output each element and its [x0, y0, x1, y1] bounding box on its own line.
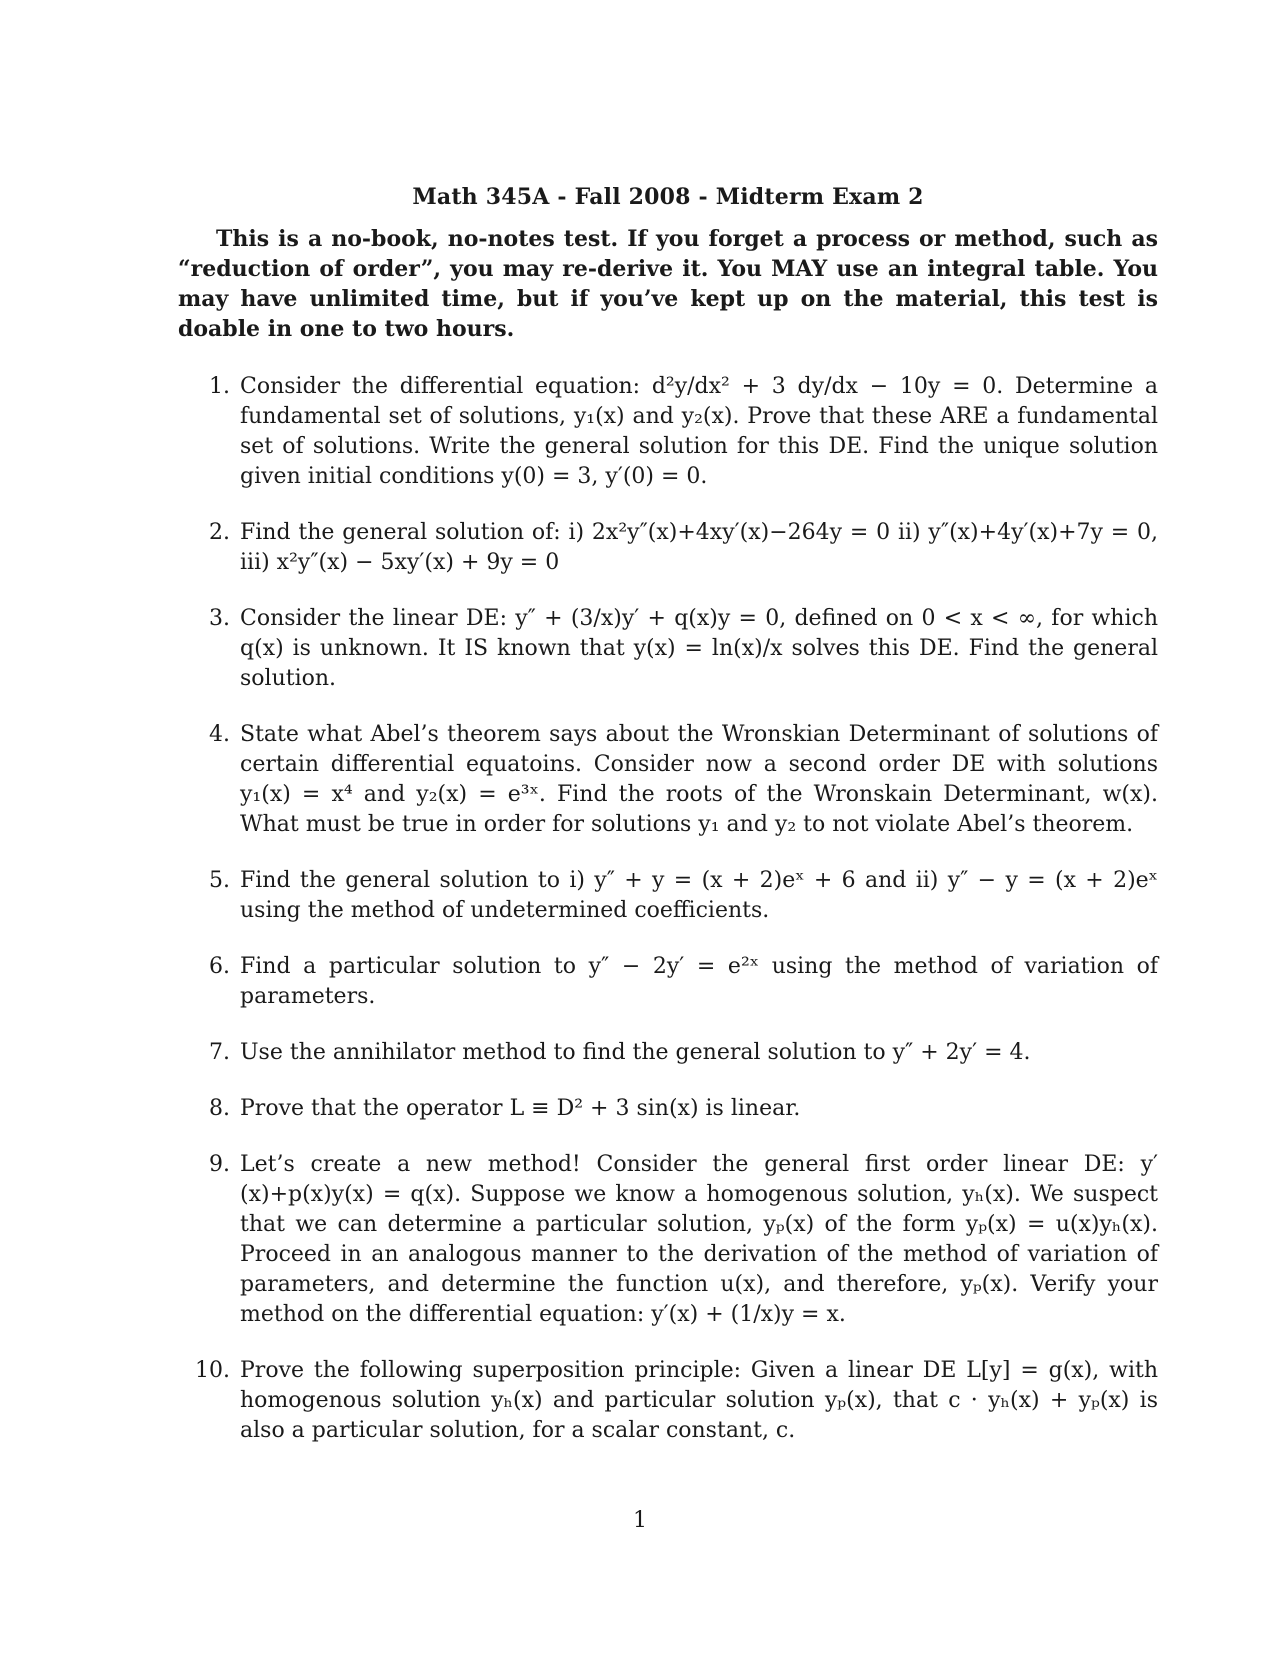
exam-page [178, 184, 1158, 1472]
problem-item [178, 720, 1158, 840]
problem-item [178, 866, 1158, 926]
problem-number: 2. [209, 520, 230, 545]
exam-title: Math 345A - Fall 2008 - Midterm Exam 2 [412, 184, 924, 210]
problem-item [178, 518, 1158, 578]
problem-text: Consider the differential equation: d²y/dx² + 3 dy/dx − 10y = 0. Determine a fundamental set of solutions, y₁(x) and y₂(x). Prove that these ARE a fundamental set of solutions. Write the general solution for this DE. Find the unique solution given initial conditions y(0) = 3, y′(0) = 0. [240, 374, 1158, 489]
problem-item [178, 952, 1158, 1012]
problem-number: 4. [209, 722, 230, 747]
problem-text: Consider the linear DE: y″ + (3/x)y′ + q(x)y = 0, defined on 0 < x < ∞, for which q(x) is unknown. It IS known that y(x) = ln(x)/x solves this DE. Find the general solution. [240, 606, 1158, 691]
problem-text: Prove that the operator L ≡ D² + 3 sin(x) is linear. [240, 1096, 801, 1121]
problem-item [178, 604, 1158, 694]
problem-item [178, 1038, 1158, 1068]
problem-item [178, 1356, 1158, 1446]
problem-text: Find the general solution to i) y″ + y = (x + 2)eˣ + 6 and ii) y″ − y = (x + 2)eˣ using the method of undetermined coefficients. [240, 868, 1158, 923]
problem-number: 5. [209, 868, 230, 893]
problem-number: 6. [209, 954, 230, 979]
problem-number: 9. [209, 1152, 230, 1177]
problem-text: Let’s create a new method! Consider the general first order linear DE: y′(x)+p(x)y(x) = q(x). Suppose we know a homogenous solution, yₕ(x). We suspect that we can determine a particular solution, yₚ(x) of the form yₚ(x) = u(x)yₕ(x). Proceed in an analogous manner to the derivation of the method of variation of parameters, and determine the function u(x), and therefore, yₚ(x). Verify your method on the differential equation: y′(x) + (1/x)y = x. [240, 1152, 1158, 1327]
problem-text: Find the general solution of: i) 2x²y″(x)+4xy′(x)−264y = 0 ii) y″(x)+4y′(x)+7y = 0, iii) x²y″(x) − 5xy′(x) + 9y = 0 [240, 520, 1158, 575]
exam-instructions: This is a no-book, no-notes test. If you forget a process or method, such as “reduction of order”, you may re-derive it. You MAY use an integral table. You may have unlimited time, but if you’ve kept up on the material, this test is doable in one to two hours. [178, 226, 1158, 342]
problem-text: State what Abel’s theorem says about the Wronskian Determinant of solutions of certain differential equatoins. Consider now a second order DE with solutions y₁(x) = x⁴ and y₂(x) = e³ˣ. Find the roots of the Wronskain Determinant, w(x). What must be true in order for solutions y₁ and y₂ to not violate Abel’s theorem. [240, 722, 1158, 837]
problem-number: 1. [209, 374, 230, 399]
problem-number: 8. [209, 1096, 230, 1121]
problem-item [178, 1150, 1158, 1330]
problem-number: 10. [195, 1358, 230, 1383]
page-number: 1 [633, 1508, 647, 1533]
problem-text: Use the annihilator method to find the general solution to y″ + 2y′ = 4. [240, 1040, 1031, 1065]
problem-number: 3. [209, 606, 230, 631]
problem-item [178, 1094, 1158, 1124]
problem-item [178, 372, 1158, 492]
problem-text: Prove the following superposition principle: Given a linear DE L[y] = g(x), with homogenous solution yₕ(x) and particular solution yₚ(x), that c · yₕ(x) + yₚ(x) is also a particular solution, for a scalar constant, c. [240, 1358, 1158, 1443]
problem-number: 7. [209, 1040, 230, 1065]
problem-text: Find a particular solution to y″ − 2y′ = e²ˣ using the method of variation of parameters. [240, 954, 1158, 1009]
problem-list [178, 372, 1158, 1446]
